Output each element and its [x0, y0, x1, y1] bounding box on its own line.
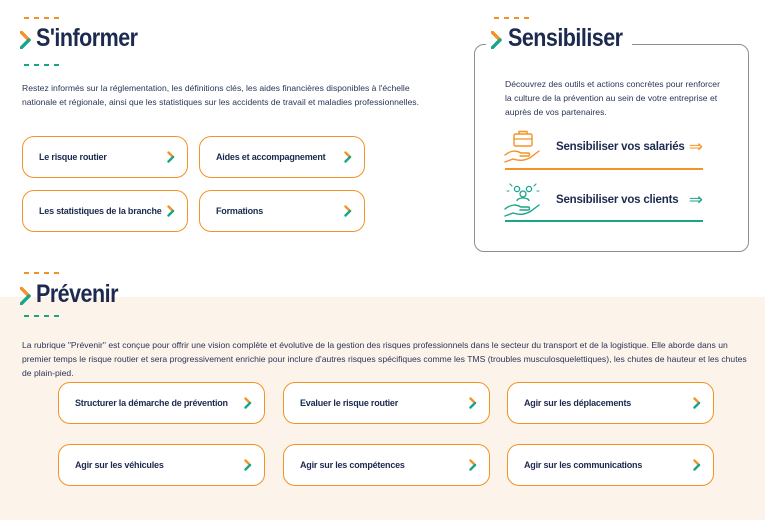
button-label: Formations [216, 206, 264, 216]
button-label: Structurer la démarche de prévention [75, 398, 228, 408]
chevron-right-icon [491, 31, 503, 49]
divider [505, 168, 703, 170]
sensibiliser-salaries-link[interactable] [503, 128, 703, 166]
chevron-right-icon [344, 205, 352, 217]
prevenir-description: La rubrique "Prévenir" est conçue pour offrir une vision complète et évolutive de la gestion des risques professionnels dans le secteur du transport et de la logistique. Elle aborde dans un premier temps le risque routier et sera progressivement enrichie pour inclure d'autres risques spécifiques comme les TMS (troubles musculosquelettiques), les chutes de hauteur et les chutes de plain-pied. [22, 340, 747, 378]
decor-dash-bottom [24, 315, 60, 317]
chevron-right-icon [344, 151, 352, 163]
chevron-right-icon [167, 151, 175, 163]
hand-briefcase-icon [503, 129, 543, 165]
button-label: Les statistiques de la branche [39, 206, 162, 216]
button-label: Agir sur les déplacements [524, 398, 632, 408]
double-arrow-icon: ⇒ [688, 190, 703, 210]
decor-dash-top [494, 17, 530, 19]
structurer-demarche-button[interactable] [58, 382, 265, 424]
sensibiliser-clients-link[interactable] [503, 181, 703, 219]
sensibiliser-title: Sensibiliser [508, 24, 623, 52]
chevron-right-icon [244, 459, 252, 471]
button-label: Agir sur les communications [524, 460, 643, 470]
button-label: Agir sur les compétences [300, 460, 405, 470]
evaluer-risque-button[interactable] [283, 382, 490, 424]
agir-competences-button[interactable] [283, 444, 490, 486]
decor-dash-top [24, 17, 60, 19]
chevron-right-icon [20, 31, 32, 49]
decor-dash-bottom [24, 64, 60, 66]
sensibiliser-description: Découvrez des outils et actions concrètes pour renforcer la culture de la prévention au sein de votre entreprise et auprès de vos partenaires. [505, 79, 720, 117]
button-label: Agir sur les véhicules [75, 460, 164, 470]
chevron-right-icon [693, 397, 701, 409]
double-arrow-icon: ⇒ [688, 137, 703, 157]
chevron-right-icon [469, 397, 477, 409]
chevron-right-icon [244, 397, 252, 409]
link-label: Sensibiliser vos salariés [556, 141, 685, 153]
chevron-right-icon [20, 287, 32, 305]
chevron-right-icon [167, 205, 175, 217]
button-label: Aides et accompagnement [216, 152, 326, 162]
agir-deplacements-button[interactable] [507, 382, 714, 424]
formations-button[interactable] [199, 190, 365, 232]
risque-routier-button[interactable] [22, 136, 188, 178]
chevron-right-icon [469, 459, 477, 471]
informer-description: Restez informés sur la réglementation, les définitions clés, les aides financières disponibles à l'échelle nationale et régionale, ainsi que les statistiques sur les accidents de travail et maladies professionnelles. [22, 83, 419, 107]
decor-dash-top [24, 272, 60, 274]
button-label: Le risque routier [39, 152, 107, 162]
agir-communications-button[interactable] [507, 444, 714, 486]
link-label: Sensibiliser vos clients [556, 194, 679, 206]
chevron-right-icon [693, 459, 701, 471]
prevenir-title: Prévenir [36, 280, 118, 308]
informer-title: S'informer [36, 24, 138, 52]
hand-people-icon [503, 182, 543, 218]
divider [505, 220, 703, 222]
statistiques-branche-button[interactable] [22, 190, 188, 232]
aides-accompagnement-button[interactable] [199, 136, 365, 178]
agir-vehicules-button[interactable] [58, 444, 265, 486]
button-label: Evaluer le risque routier [300, 398, 399, 408]
